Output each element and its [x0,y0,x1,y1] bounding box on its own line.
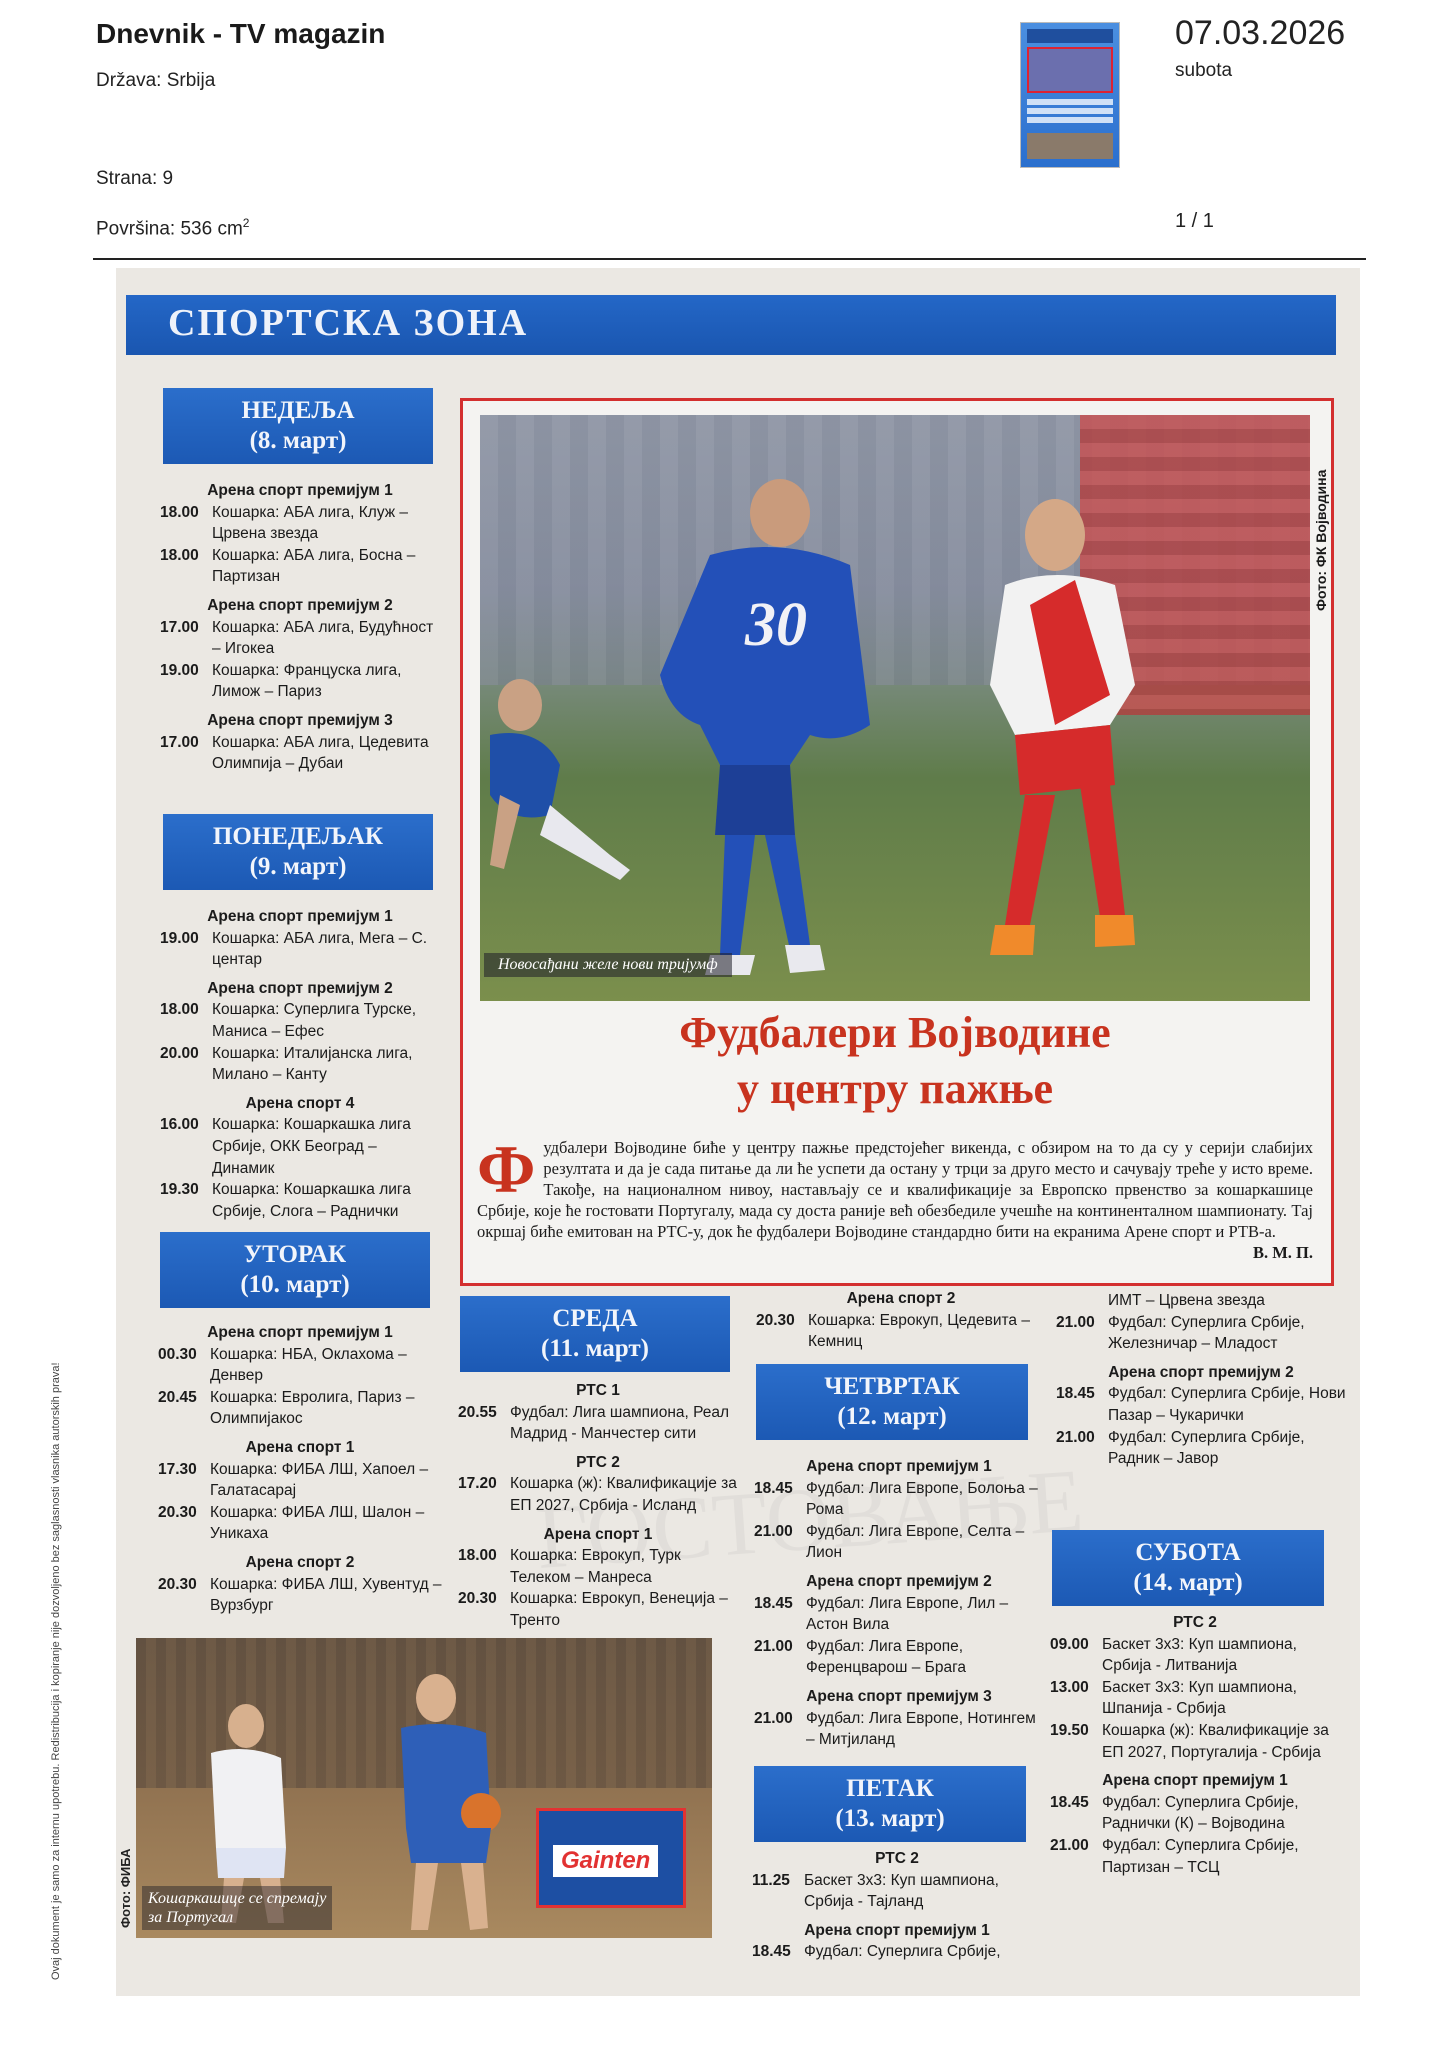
broadcast-event: Фудбал: Лига Европе, Ференцварош – Брага [806,1637,967,1677]
broadcast-event: Кошарка: АБА лига, Будућност – Игокеа [212,618,434,658]
channel-name: Арена спорт премијум 3 [806,1687,992,1705]
schedule-row [1056,1383,1346,1426]
broadcast-event: Кошарка: НБА, Оклахома – Денвер [210,1345,407,1385]
day-name: СРЕДА [552,1305,638,1332]
schedule-row [752,1941,1042,1963]
schedule-wednesday-continued [756,1288,1046,1353]
day-header-monday [163,814,433,890]
channel-name: Арена спорт премијум 1 [1102,1772,1288,1790]
broadcast-event: Фудбал: Лига Европе, Лил – Астон Вила [806,1594,1009,1634]
broadcast-time: 17.20 [458,1475,497,1493]
broadcast-time [1056,1290,1108,1312]
serbia-player-figure [366,1668,526,1938]
broadcast-time: 16.00 [160,1116,199,1134]
broadcast-event: Кошарка: Француска лига, Лимож – Париз [212,661,402,701]
day-name: ЧЕТВРТАК [824,1373,960,1400]
day-header-tuesday [160,1232,430,1308]
article-headline [480,1005,1310,1117]
basketball-photo [136,1638,712,1938]
channel-name: Арена спорт премијум 1 [804,1921,990,1939]
broadcast-event: Баскет 3x3: Куп шампиона, Србија - Литванија [1102,1635,1297,1675]
channel-name: Арена спорт премијум 1 [207,1324,393,1341]
schedule-row [160,928,440,971]
channel-name: Арена спорт премијум 1 [806,1458,992,1475]
photo-credit-text: Фото: ФК Војводина [1313,469,1329,611]
day-name: ПОНЕДЕЉАК [212,823,384,850]
broadcast-time: 17.00 [160,733,199,751]
day-header-thursday [756,1364,1028,1440]
article-text: удбалери Војводине биће у центру пажње предстојећег викенда, с обзиром на то да су у серији слабијих резултата и да је сада питање да ли ће успети да остану у трци за друго место и сачувају треће у исто време. Такође, на националном нивоу, настављају се и квалификације за Европско првенство за кошаркашице Србије, које ће гостовати Португалу, мада су доста раније већ обезбедиле учешће на континенталном шампионату. Тај окршај биће емитован на РТС-у, док ће фудбалери Војводине стандардно бити на екранима Арене спорт и РТВ-а. [477,1138,1313,1241]
broadcast-time: 18.00 [160,546,199,564]
broadcast-time: 21.00 [1050,1836,1089,1854]
schedule-row [1050,1792,1340,1835]
channel-name: Арена спорт премијум 2 [207,979,393,997]
broadcast-event: Кошарка: ФИБА ЛШ, Хувентуд – Вурзбург [210,1575,442,1615]
schedule-row [160,502,440,545]
broadcast-event: Кошарка: АБА лига, Цедевита Олимпија – Дубаи [212,733,429,773]
channel-name: Арена спорт премијум 1 [207,482,393,499]
broadcast-event: Кошарка (ж): Квалификације за ЕП 2027, Португалија - Србија [1102,1721,1329,1761]
red-player-figure [935,485,1165,1001]
broadcast-event: Кошарка: ФИБА ЛШ, Хапоел – Галатасарај [210,1460,429,1500]
byline: В. М. П. [1252,1243,1313,1262]
broadcast-event: Фудбал: Суперлига Србије, Радник – Јавор [1108,1428,1305,1468]
headline-line-1: Фудбалери Војводине [679,1008,1111,1057]
blue-player-figure [640,475,890,995]
caption-line-1: Кошаркашице се спремају [148,1890,327,1907]
broadcast-time: 18.45 [752,1943,791,1961]
schedule-row [160,617,440,660]
day-date: (11. март) [541,1335,649,1362]
day-date: (10. март) [240,1271,350,1298]
broadcast-time: 21.00 [1056,1313,1095,1331]
schedule-row [458,1402,738,1445]
schedule-friday-continued [1056,1290,1346,1470]
schedule-row [160,999,440,1042]
broadcast-time: 18.45 [1050,1793,1089,1811]
broadcast-event: Кошарка: Еврокуп, Венеција – Тренто [510,1590,728,1629]
broadcast-event: Баскет 3x3: Куп шампиона, Шпанија - Србија [1102,1678,1297,1718]
schedule-row [158,1387,442,1430]
schedule-row [458,1545,738,1588]
article-body [477,1131,1313,1263]
schedule-row [1050,1634,1340,1677]
broadcast-time: 19.00 [160,929,199,947]
broadcast-event: Фудбал: Суперлига Србије, Железничар – Младост [1108,1313,1305,1353]
schedule-row [158,1574,442,1617]
day-date: (12. март) [837,1403,947,1430]
broadcast-event: Фудбал: Суперлига Србије, [804,1943,1001,1961]
schedule-row [1050,1835,1340,1878]
schedule-row [754,1521,1044,1564]
schedule-saturday [1050,1612,1340,1878]
header-divider [93,258,1366,260]
channel-name: РТС 2 [875,1850,919,1867]
schedule-row [1050,1677,1340,1720]
sponsor-board [536,1808,686,1908]
broadcast-event: Кошарка: АБА лига, Клуж – Црвена звезда [212,503,409,543]
broadcast-time: 20.30 [158,1575,197,1593]
broadcast-event: Кошарка: Кошаркашка лига Србије, Слога – Раднички [212,1181,411,1220]
broadcast-event: Кошарка: АБА лига, Мега – С. центар [212,929,428,969]
page-thumbnail[interactable] [1020,22,1120,168]
broadcast-event: Фудбал: Лига Европе, Нотингем – Митјиланд [806,1709,1036,1749]
broadcast-time: 18.00 [160,503,199,521]
day-name: ПЕТАК [846,1775,934,1802]
broadcast-event: ИМТ – Црвена звезда [1108,1292,1265,1309]
broadcast-event: Кошарка: ФИБА ЛШ, Шалон – Уникаха [210,1503,425,1543]
broadcast-time: 21.00 [754,1522,793,1540]
broadcast-time: 00.30 [158,1345,197,1363]
day-header-sunday [163,388,433,464]
schedule-monday [160,906,440,1222]
schedule-row [158,1502,442,1545]
channel-name: Арена спорт премијум 2 [207,596,393,614]
copyright-note: Ovaj dokument je samo za internu upotrebu. Redistribucija i kopiranje nije dozvoljeno bez saglasnosti vlasnika autorskih prava! [50,1362,62,1980]
broadcast-time: 19.30 [160,1181,199,1199]
broadcast-time: 20.30 [458,1590,497,1608]
channel-name: РТС 2 [1173,1614,1217,1631]
feature-article [460,398,1334,1286]
broadcast-time: 20.55 [458,1403,497,1421]
publication-title: Dnevnik - TV magazin [96,18,386,49]
schedule-row [1050,1720,1340,1763]
photo-credit [1313,421,1335,621]
day-header-friday [754,1766,1026,1842]
broadcast-time: 18.45 [754,1479,793,1497]
schedule-thursday [754,1456,1044,1751]
broadcast-event: Фудбал: Суперлига Србије, Нови Пазар – Чукарички [1108,1385,1346,1424]
schedule-row [458,1473,738,1516]
sponsor-logo-text: Gainten [553,1845,658,1877]
channel-name: Арена спорт премијум 3 [207,711,393,729]
channel-name: Арена спорт премијум 2 [1108,1363,1294,1381]
page-count: 1 / 1 [1175,210,1214,232]
broadcast-time: 17.30 [158,1460,197,1478]
area-label [96,216,249,240]
channel-name: РТС 2 [576,1453,620,1471]
section-title: СПОРТСКА ЗОНА [168,302,529,344]
photo-caption: Новосађани желе нови тријумф [484,953,732,977]
schedule-row [160,1043,440,1086]
headline-line-2: у центру пажње [736,1064,1054,1113]
broadcast-event: Кошарка: Кошаркашка лига Србије, ОКК Београд – Динамик [212,1116,411,1177]
channel-name: Арена спорт 1 [543,1525,653,1543]
schedule-row [1056,1312,1346,1355]
broadcast-time: 19.50 [1050,1721,1089,1739]
channel-name: Арена спорт 2 [846,1290,956,1307]
schedule-row [160,545,440,588]
clipping-date: 07.03.2026 [1175,14,1346,52]
day-name: УТОРАК [243,1241,347,1268]
broadcast-event: Фудбал: Суперлига Србије, Партизан – ТСЦ [1102,1836,1299,1876]
newspaper-scan [116,268,1360,1996]
broadcast-event: Кошарка: Евролига, Париз – Олимпијакос [210,1388,415,1428]
schedule-row [158,1459,442,1502]
broadcast-time: 21.00 [754,1637,793,1655]
broadcast-event: Кошарка: Италијанска лига, Милано – Канту [212,1044,413,1084]
schedule-row [160,732,440,775]
broadcast-time: 21.00 [1056,1428,1095,1446]
section-banner [126,295,1336,355]
channel-name: Арена спорт премијум 2 [806,1572,992,1590]
day-name: СУБОТА [1135,1539,1241,1566]
broadcast-event: Баскет 3x3: Куп шампиона, Србија - Тајланд [804,1871,999,1911]
day-date: (8. март) [249,427,347,454]
football-photo [480,415,1310,1001]
basketball-photo-credit: Фото: ФИБА [118,1848,133,1928]
channel-name: Арена спорт премијум 1 [207,908,393,925]
broadcast-event: Фудбал: Лига Европе, Селта – Лион [806,1522,1025,1562]
fallen-player-figure [480,665,640,885]
schedule-tuesday [158,1322,442,1617]
channel-name: Арена спорт 1 [245,1438,355,1456]
schedule-row [160,660,440,703]
area-superscript: 2 [242,216,250,230]
broadcast-event: Кошарка (ж): Квалификације за ЕП 2027, Србија - Исланд [510,1475,737,1514]
broadcast-time: 17.00 [160,618,199,636]
broadcast-time: 13.00 [1050,1678,1089,1696]
broadcast-event: Кошарка: АБА лига, Босна – Партизан [212,546,416,586]
broadcast-time: 18.00 [160,1001,199,1019]
day-header-saturday [1052,1530,1324,1606]
page-number-label: Strana: 9 [96,168,174,189]
broadcast-time: 18.00 [458,1547,497,1565]
day-date: (14. март) [1133,1569,1243,1596]
schedule-row [754,1708,1044,1751]
country-label: Država: Srbija [96,70,216,91]
broadcast-time: 11.25 [752,1871,790,1889]
broadcast-time: 20.30 [756,1311,795,1329]
broadcast-event: Кошарка: Еврокуп, Турк Телеком – Манреса [510,1547,681,1586]
broadcast-time: 18.45 [1056,1385,1095,1403]
broadcast-time: 20.30 [158,1503,197,1521]
day-date: (9. март) [249,853,347,880]
broadcast-event: Кошарка: Еврокуп, Цедевита – Кемниц [808,1311,1030,1351]
schedule-row [158,1344,442,1387]
broadcast-time: 21.00 [754,1709,793,1727]
clipping-weekday: subota [1175,60,1233,81]
area-value: Površina: 536 cm [96,218,243,240]
schedule-row [754,1593,1044,1636]
broadcast-time: 18.45 [754,1594,793,1612]
schedule-wednesday [458,1380,738,1632]
broadcast-time: 09.00 [1050,1635,1089,1653]
caption-line-2: за Португал [148,1909,234,1926]
schedule-row [754,1636,1044,1679]
broadcast-event: Фудбал: Лига Европе, Болоња – Рома [806,1479,1038,1519]
broadcast-event: Фудбал: Лига шампиона, Реал Мадрид - Манчестер сити [510,1403,730,1443]
broadcast-event: Кошарка: Суперлига Турске, Маниса – Ефес [212,1001,417,1040]
broadcast-event: Фудбал: Суперлига Србије, Раднички (К) – Војводина [1102,1793,1299,1833]
basketball-photo-caption [142,1886,332,1930]
broadcast-time: 20.45 [158,1388,197,1406]
schedule-row [756,1310,1046,1353]
broadcast-time: 19.00 [160,661,199,679]
schedule-row [1056,1290,1346,1312]
schedule-friday [752,1848,1042,1963]
schedule-row [160,1179,440,1222]
broadcast-time: 20.00 [160,1044,199,1062]
day-date: (13. март) [835,1805,945,1832]
schedule-row [1056,1427,1346,1470]
schedule-row [160,1114,440,1179]
schedule-sunday [160,480,440,775]
channel-name: РТС 1 [576,1382,620,1399]
drop-cap: Ф [477,1131,536,1207]
day-header-wednesday [460,1296,730,1372]
channel-name: Арена спорт 2 [245,1553,355,1571]
channel-name: Арена спорт 4 [245,1094,355,1112]
day-name: НЕДЕЉА [241,397,355,424]
schedule-row [754,1478,1044,1521]
schedule-row [458,1588,738,1631]
svg-text:30: 30 [745,591,807,659]
schedule-row [752,1870,1042,1913]
